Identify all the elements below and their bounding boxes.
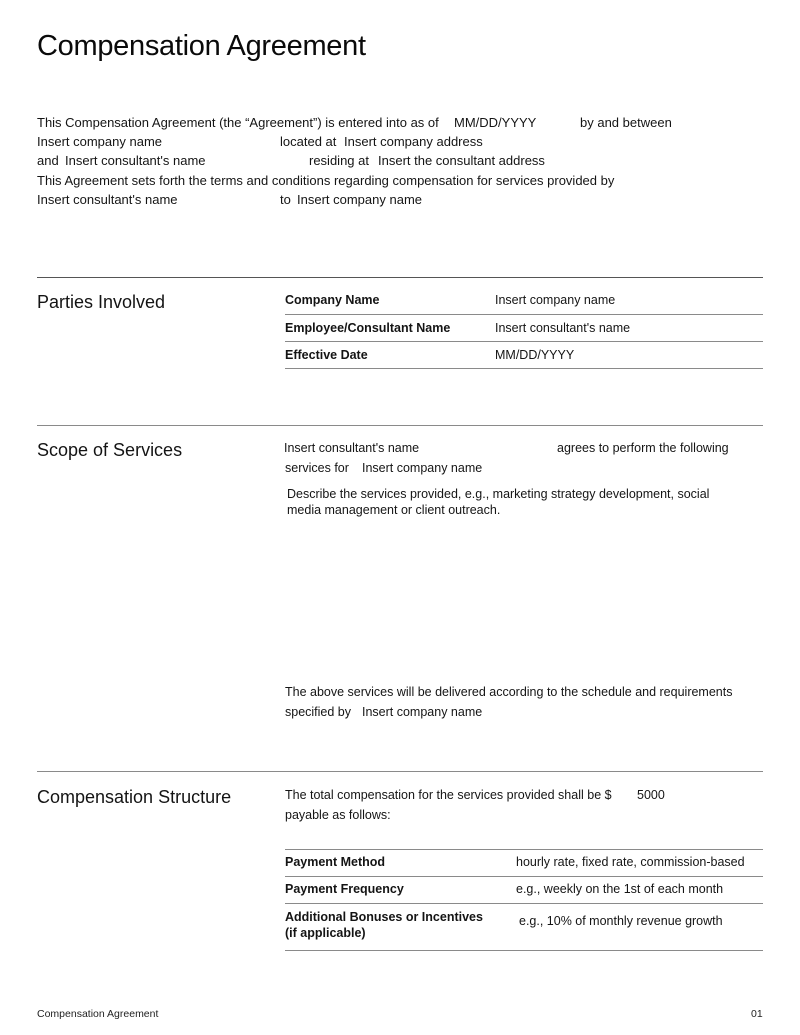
parties-row-label: Employee/Consultant Name: [285, 321, 451, 335]
compensation-row-label: Additional Bonuses or Incentives: [285, 910, 483, 924]
row-divider: [285, 876, 763, 877]
row-divider: [285, 368, 763, 369]
page-number: 01: [751, 1008, 763, 1020]
scope-consultant-name-field[interactable]: Insert consultant's name: [284, 441, 420, 455]
delivery-text: The above services will be delivered according to the schedule and requirements: [285, 685, 733, 699]
to-label: to: [280, 192, 291, 207]
payment-method-field[interactable]: hourly rate, fixed rate, commission-based: [516, 855, 745, 869]
section-divider: [37, 771, 763, 772]
services-for-label: services for: [285, 461, 349, 475]
company-name-field-2[interactable]: Insert company name: [297, 192, 423, 207]
row-divider: [285, 314, 763, 315]
compensation-row-label-line-2: (if applicable): [285, 926, 366, 940]
compensation-amount-field[interactable]: 5000: [637, 788, 665, 802]
bonuses-field[interactable]: e.g., 10% of monthly revenue growth: [519, 914, 723, 928]
section-divider: [37, 277, 763, 278]
row-divider: [285, 341, 763, 342]
total-compensation-text: The total compensation for the services provided shall be $: [285, 788, 612, 802]
scope-company-name-field[interactable]: Insert company name: [362, 461, 483, 475]
section-heading-parties: Parties Involved: [37, 292, 166, 312]
parties-company-name-field[interactable]: Insert company name: [495, 293, 616, 307]
payment-frequency-field[interactable]: e.g., weekly on the 1st of each month: [516, 882, 724, 896]
company-name-field[interactable]: Insert company name: [37, 134, 163, 149]
section-heading-compensation: Compensation Structure: [37, 787, 232, 807]
services-description-field-line-2[interactable]: media management or client outreach.: [287, 503, 501, 517]
section-divider: [37, 425, 763, 426]
row-divider: [285, 849, 763, 850]
services-description-field[interactable]: Describe the services provided, e.g., marketing strategy development, social: [287, 487, 710, 501]
effective-date-field[interactable]: MM/DD/YYYY: [454, 115, 537, 130]
consultant-address-field[interactable]: Insert the consultant address: [378, 153, 545, 168]
consultant-name-field[interactable]: Insert consultant's name: [65, 153, 206, 168]
parties-effective-date-field[interactable]: MM/DD/YYYY: [495, 348, 575, 362]
company-address-field[interactable]: Insert company address: [344, 134, 483, 149]
parties-row-label: Effective Date: [285, 348, 368, 362]
payable-text: payable as follows:: [285, 808, 391, 822]
scope-agrees-text: agrees to perform the following: [557, 441, 729, 455]
intro-line-4-text: This Agreement sets forth the terms and conditions regarding compensation for services provided by: [37, 173, 615, 188]
consultant-name-field-2[interactable]: Insert consultant's name: [37, 192, 178, 207]
specified-by-label: specified by: [285, 705, 352, 719]
parties-consultant-name-field[interactable]: Insert consultant's name: [495, 321, 631, 335]
row-divider: [285, 950, 763, 951]
row-divider: [285, 903, 763, 904]
section-heading-scope: Scope of Services: [37, 440, 183, 460]
residing-at-label: residing at: [309, 153, 369, 168]
footer-title: Compensation Agreement: [37, 1008, 159, 1020]
parties-row-label: Company Name: [285, 293, 380, 307]
located-at-label: located at: [280, 134, 337, 149]
delivery-company-name-field[interactable]: Insert company name: [362, 705, 483, 719]
compensation-row-label: Payment Method: [285, 855, 386, 869]
and-label: and: [37, 153, 59, 168]
page-title: Compensation Agreement: [37, 30, 366, 62]
intro-line-1-text: This Compensation Agreement (the “Agreement”) is entered into as of: [37, 115, 439, 130]
compensation-row-label: Payment Frequency: [285, 882, 404, 896]
intro-line-1-suffix: by and between: [580, 115, 672, 130]
